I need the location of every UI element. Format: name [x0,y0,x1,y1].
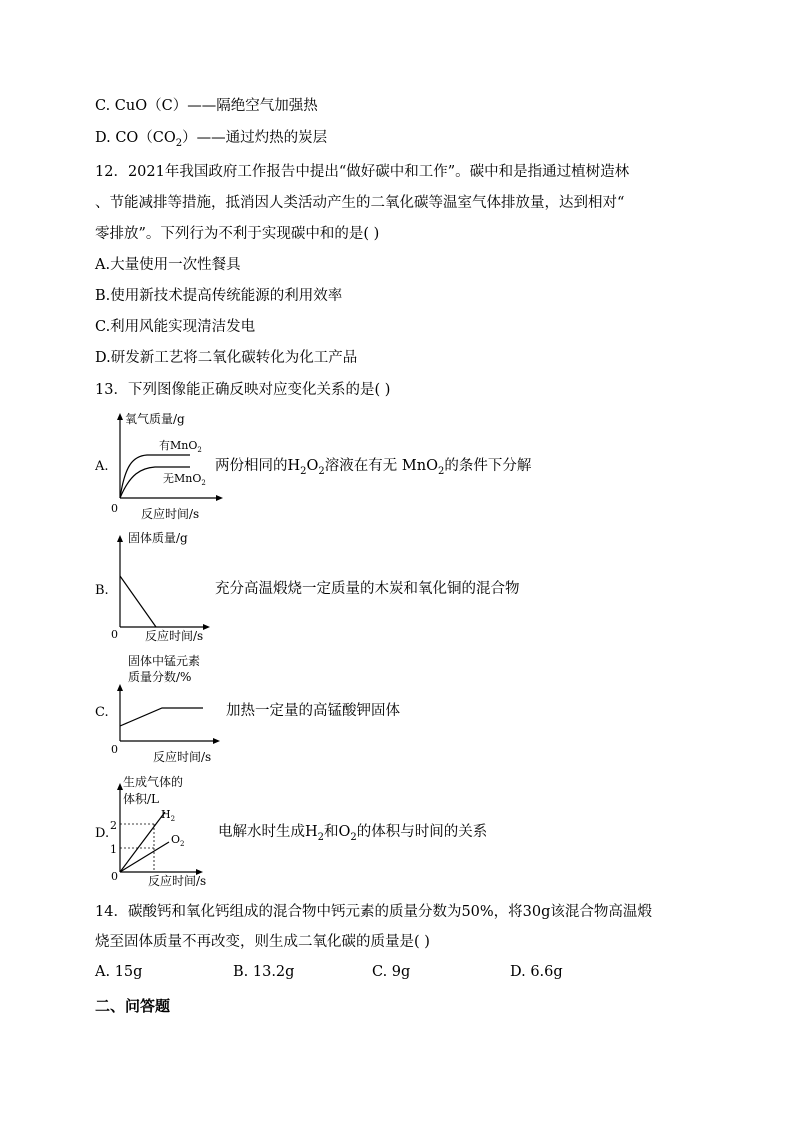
graph-c-x-arrow [213,738,220,744]
q11-option-d: D. $CO(CO_2)——$通过灼热的炭层 [95,130,328,149]
q12-option-d: D.研发新工艺将二氧化碳转化为化工产品 [95,350,358,366]
graph-c-y-arrow [117,684,123,691]
graph-b [95,530,235,645]
q14-option-c: C. 9g [372,964,411,980]
q14-option-d: D. 6.6g [510,964,563,980]
section-heading: 二、问答题 [95,997,171,1015]
graph-a-x-arrow [216,495,223,501]
graph-b-origin: 0 [111,628,118,641]
graph-a-description: 两份相同的$H_2O_2$溶液在有无 MnO$_2$的条件下分解 [215,458,532,477]
graph-b-xlabel: 反应时间/s [145,629,204,643]
graph-a-origin: 0 [111,502,118,515]
graph-d-origin: 0 [111,870,118,883]
graph-d-xlabel: 反应时间/s [148,874,207,888]
graph-d-ylabel-1: 生成气体的 [123,775,184,789]
q14-option-a: A. 15g [95,964,143,980]
graph-b-svg [95,530,235,645]
graph-c-xlabel: 反应时间/s [153,750,212,764]
q13-stem: 13．下列图像能正确反映对应变化关系的是( ) [95,382,391,398]
q11-option-c: C. CuO（C）——隔绝空气加强热 [95,98,318,114]
graph-b-y-arrow [117,535,123,542]
q12-stem-line3: 零排放”。下列行为不利于实现碳中和的是( ) [95,226,380,242]
graph-d-svg [95,772,235,890]
graph-c-origin: 0 [111,743,118,756]
q12-option-a: A.大量使用一次性餐具 [95,257,241,273]
q14-option-b: B. 13.2g [233,964,295,980]
graph-b-line [120,576,156,627]
q12-option-b: B.使用新技术提高传统能源的利用效率 [95,288,343,304]
graph-d-tick-1: 1 [110,843,117,856]
graph-a-y-arrow [117,413,123,420]
graph-c-ylabel-2: 质量分数/% [128,670,192,684]
graph-d-letter: D. [95,826,110,841]
graph-b-x-arrow [203,624,210,630]
graph-d-label-o2: $O_2$ [171,833,185,848]
graph-a-xlabel: 反应时间/s [141,507,200,521]
graph-d [95,772,235,890]
graph-d-label-h2: $H_2$ [161,808,176,823]
graph-b-letter: B. [95,583,109,598]
graph-a-label-with: 有MnO$_2$ [159,439,202,454]
graph-c-description: 加热一定量的高锰酸钾固体 [226,703,400,719]
graph-a-svg [95,410,235,525]
graph-a-label-without: 无MnO$_2$ [163,472,206,487]
graph-c-line [120,708,203,726]
graph-d-line-o2 [120,842,169,872]
q12-stem-line2: 、节能减排等措施，抵消因人类活动产生的二氧化碳等温室气体排放量，达到相对“ [95,195,625,211]
graph-d-tick-2: 2 [110,819,117,832]
graph-a-ylabel: 氧气质量/g [125,412,185,426]
graph-c [95,651,235,766]
q14-stem-line2: 烧至固体质量不再改变，则生成二氧化碳的质量是( ) [95,934,430,950]
graph-a [95,410,235,525]
graph-c-letter: C. [95,705,109,720]
graph-b-description: 充分高温煅烧一定质量的木炭和氧化铜的混合物 [215,581,520,597]
graph-c-svg [95,651,235,766]
graph-d-line-h2 [120,812,165,872]
graph-d-description: 电解水时生成$H_2$和$O_2$的体积与时间的关系 [218,824,488,843]
graph-c-ylabel-1: 固体中锰元素 [128,654,201,668]
q14-stem-line1: 14．碳酸钙和氧化钙组成的混合物中钙元素的质量分数为50%，将30g该混合物高温煅 [95,904,652,920]
graph-a-letter: A. [95,459,109,474]
graph-b-ylabel: 固体质量/g [128,531,188,545]
q12-stem-line1: 12．2021年我国政府工作报告中提出“做好碳中和工作”。碳中和是指通过植树造林 [95,164,630,180]
q12-option-c: C.利用风能实现清洁发电 [95,319,256,335]
graph-d-ylabel-2: 体积/L [123,792,160,806]
